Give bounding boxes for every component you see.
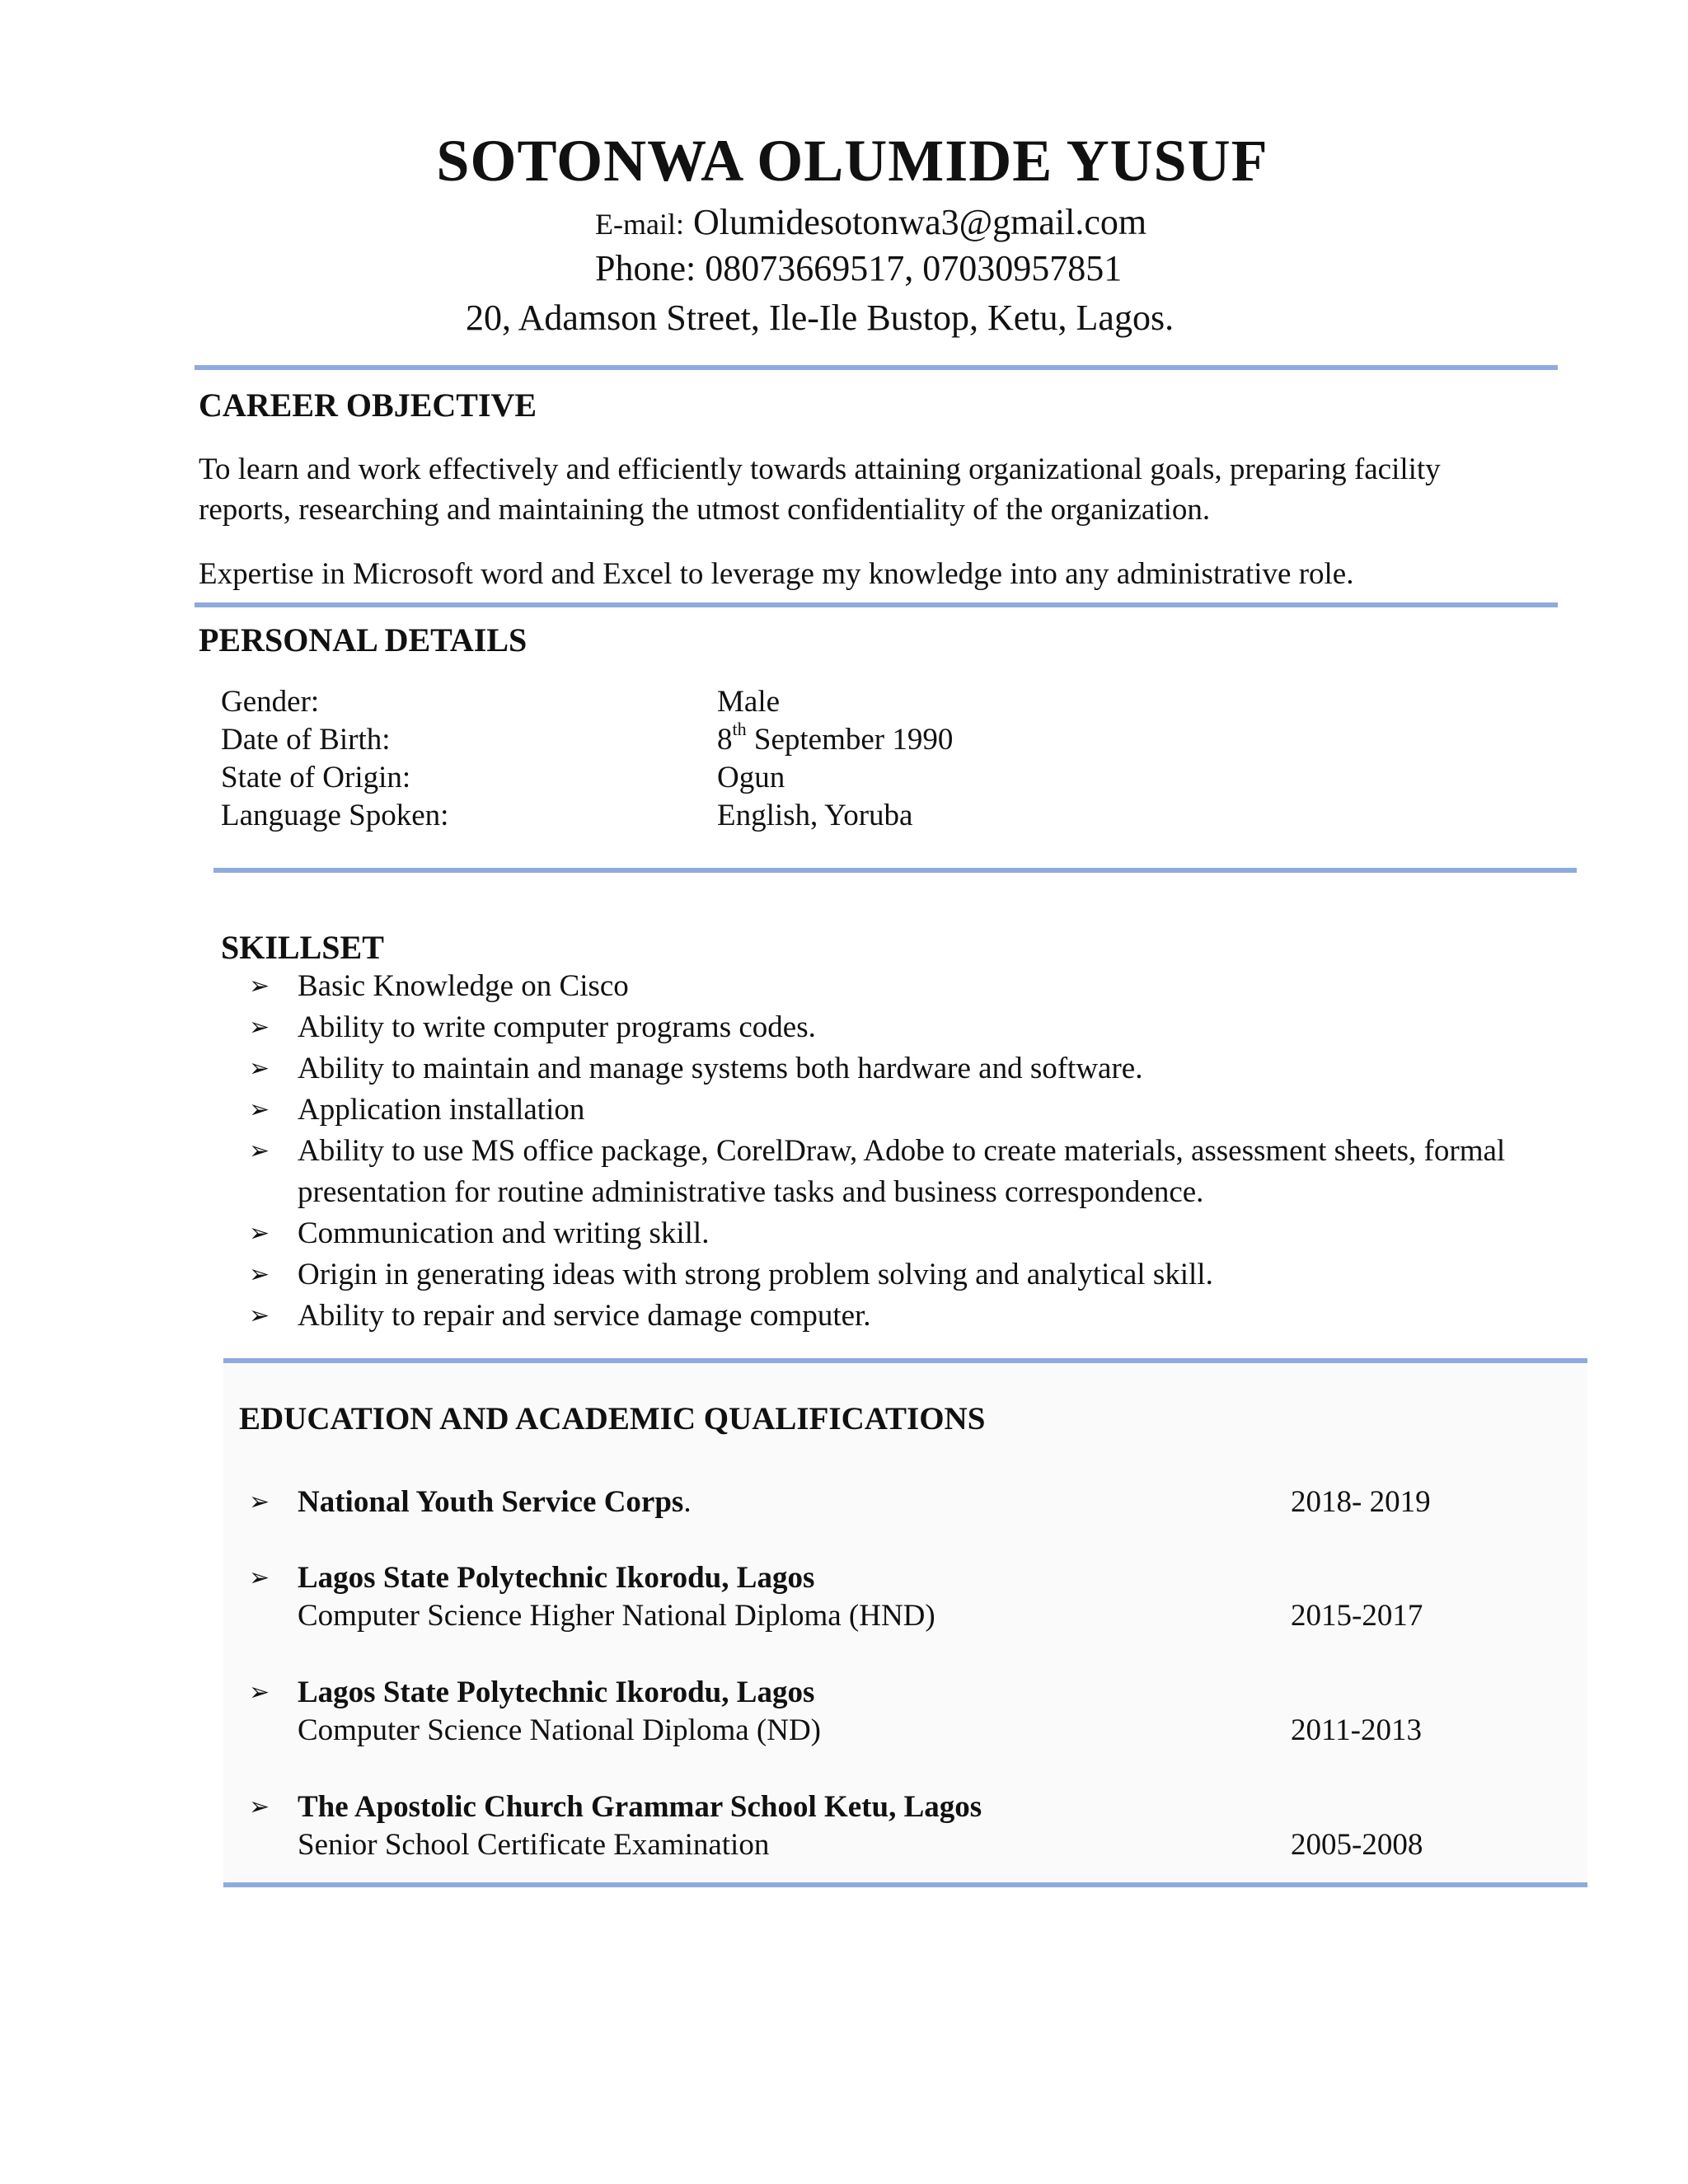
list-item: ➢ Ability to write computer programs codes. [249, 1007, 1535, 1048]
list-item: ➢ Origin in generating ideas with strong problem solving and analytical skill. [249, 1254, 1535, 1296]
arrow-bullet-icon: ➢ [249, 1488, 270, 1516]
arrow-bullet-icon: ➢ [249, 1301, 270, 1330]
address-line: 20, Adamson Street, Ile-Ile Bustop, Ketu, Lagos. [466, 298, 1175, 338]
resume-name: SOTONWA OLUMIDE YUSUF [436, 128, 1268, 194]
edu-school: National Youth Service Corps. [298, 1485, 692, 1519]
email-label: E-mail: [595, 208, 684, 241]
list-item: ➢ Ability to repair and service damage computer. [249, 1296, 1535, 1337]
gender-label: Gender: [221, 685, 320, 719]
list-item: ➢ Basic Knowledge on Cisco [249, 966, 1535, 1007]
arrow-bullet-icon: ➢ [249, 1095, 270, 1124]
edu-years: 2015-2017 [1291, 1599, 1423, 1633]
edu-detail: Senior School Certificate Examination [298, 1828, 770, 1862]
arrow-bullet-icon: ➢ [249, 1793, 270, 1821]
language-value: English, Yoruba [717, 799, 913, 832]
list-item: ➢ Communication and writing skill. [249, 1213, 1535, 1254]
language-label: Language Spoken: [221, 799, 449, 832]
arrow-bullet-icon: ➢ [249, 1013, 270, 1042]
arrow-bullet-icon: ➢ [249, 1678, 270, 1707]
arrow-bullet-icon: ➢ [249, 1054, 270, 1083]
arrow-bullet-icon: ➢ [249, 1563, 270, 1592]
edu-years: 2005-2008 [1291, 1828, 1423, 1862]
edu-school: The Apostolic Church Grammar School Ketu, Lagos [298, 1790, 982, 1824]
education-heading: EDUCATION AND ACADEMIC QUALIFICATIONS [239, 1401, 986, 1436]
gender-value: Male [717, 685, 781, 719]
dob-label: Date of Birth: [221, 723, 391, 757]
dob-value: 8th September 1990 [717, 718, 954, 757]
email-address[interactable]: Olumidesotonwa3@gmail.com [692, 202, 1147, 242]
list-item: ➢ Application installation [249, 1090, 1535, 1131]
skillset-heading: SKILLSET [221, 929, 384, 966]
arrow-bullet-icon: ➢ [249, 1219, 270, 1248]
edu-school: Lagos State Polytechnic Ikorodu, Lagos [298, 1561, 815, 1595]
career-expertise-paragraph: Expertise in Microsoft word and Excel to leverage my knowledge into any administrative role. [199, 557, 1354, 591]
edu-years: 2011-2013 [1291, 1713, 1422, 1747]
list-item: ➢ Ability to maintain and manage systems both hardware and software. [249, 1048, 1535, 1090]
edu-detail: Computer Science Higher National Diploma (HND) [298, 1599, 935, 1633]
list-item: ➢ Ability to use MS office package, CorelDraw, Adobe to create materials, assessment sheets, formal presentation for routine administrative tasks and business correspondence. [249, 1131, 1535, 1213]
email-line [595, 199, 1146, 247]
arrow-bullet-icon: ➢ [249, 972, 270, 1001]
personal-details-heading: PERSONAL DETAILS [199, 621, 528, 658]
divider [195, 602, 1558, 607]
edu-detail: Computer Science National Diploma (ND) [298, 1713, 821, 1747]
state-label: State of Origin: [221, 761, 411, 794]
divider [223, 1882, 1587, 1887]
edu-school: Lagos State Polytechnic Ikorodu, Lagos [298, 1675, 815, 1709]
career-objective-paragraph: To learn and work effectively and efficiently towards attaining organizational goals, preparing facility reports, researching and maintaining the utmost confidentiality of the organization. [199, 452, 1441, 527]
phone-line: Phone: 08073669517, 07030957851 [595, 248, 1123, 288]
arrow-bullet-icon: ➢ [249, 1260, 270, 1289]
divider [195, 365, 1558, 370]
divider [213, 868, 1577, 873]
career-objective-heading: CAREER OBJECTIVE [199, 387, 537, 424]
state-value: Ogun [717, 761, 785, 794]
edu-years: 2018- 2019 [1291, 1485, 1431, 1519]
arrow-bullet-icon: ➢ [249, 1137, 270, 1165]
